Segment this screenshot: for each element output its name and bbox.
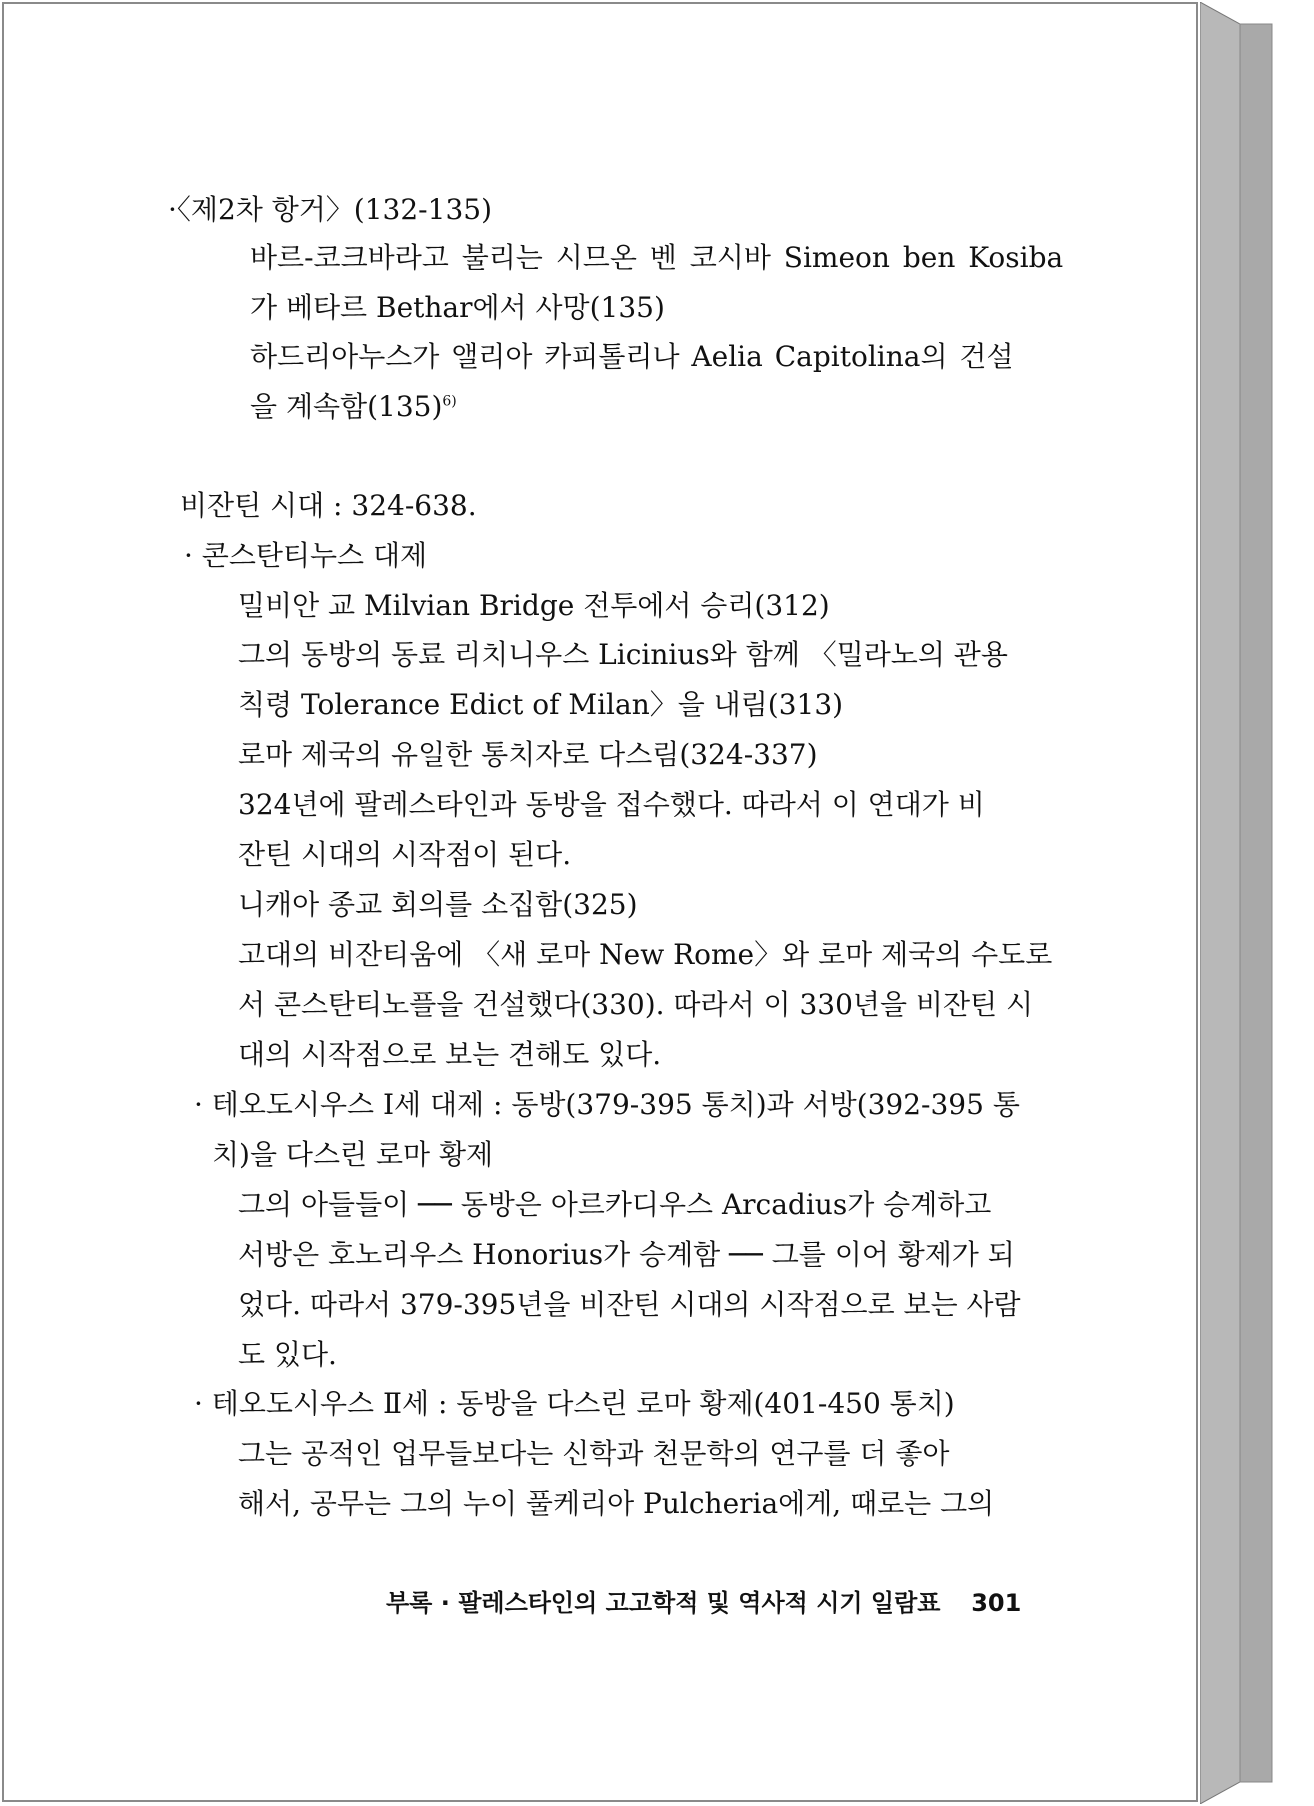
text-line: 그의 아들들이 ── 동방은 아르카디우스 Arcadius가 승계하고 <box>238 1188 992 1221</box>
footer-title: 부록 · 팔레스타인의 고고학적 및 역사적 시기 일람표 <box>386 1589 941 1617</box>
text-line: 대의 시작점으로 보는 견해도 있다. <box>238 1038 662 1071</box>
text-line: 치)을 다스린 로마 황제 <box>212 1138 494 1171</box>
section-heading-byzantine: 비잔틴 시대 : 324-638. <box>180 489 477 522</box>
text-line: 가 베타르 Bethar에서 사망(135) <box>250 291 665 324</box>
list-item-theodosius-1: · 테오도시우스 Ⅰ세 대제 : 동방(379-395 통치)과 서방(392-395 통 <box>194 1088 1020 1121</box>
text-line: 그의 동방의 동료 리치니우스 Licinius와 함께 〈밀라노의 관용 <box>238 638 1008 671</box>
text-line: 바르-코크바라고 불리는 시므온 벤 코시바 Simeon ben Kosiba <box>250 241 1064 274</box>
list-item-constantine: · 콘스탄티누스 대제 <box>184 539 428 572</box>
text-line: 서 콘스탄티노플을 건설했다(330). 따라서 이 330년을 비잔틴 시 <box>238 988 1033 1021</box>
book-edge-shadow <box>1200 2 1312 1804</box>
text-line: 324년에 팔레스타인과 동방을 접수했다. 따라서 이 연대가 비 <box>238 788 985 821</box>
text-line <box>250 389 457 425</box>
running-footer <box>386 1585 1021 1621</box>
text-line: 잔틴 시대의 시작점이 된다. <box>238 838 572 871</box>
text-line: 서방은 호노리우스 Honorius가 승계함 ── 그를 이어 황제가 되 <box>238 1238 1015 1271</box>
text-span: 을 계속함(135) <box>250 390 443 423</box>
text-line: 도 있다. <box>238 1338 337 1371</box>
text-line: 었다. 따라서 379-395년을 비잔틴 시대의 시작점으로 보는 사람 <box>238 1288 1021 1321</box>
text-line: 로마 제국의 유일한 통치자로 다스림(324-337) <box>238 738 818 771</box>
text-line: 그는 공적인 업무들보다는 신학과 천문학의 연구를 더 좋아 <box>238 1437 950 1470</box>
text-line: 하드리아누스가 앨리아 카피톨리나 Aelia Capitolina의 건설 <box>250 340 1014 373</box>
text-line: 밀비안 교 Milvian Bridge 전투에서 승리(312) <box>238 589 830 622</box>
footnote-marker: 6) <box>442 393 457 410</box>
text-line: 고대의 비잔티움에 〈새 로마 New Rome〉와 로마 제국의 수도로 <box>238 938 1053 971</box>
list-item-revolt-heading: ·〈제2차 항거〉(132-135) <box>168 193 493 226</box>
page-number: 301 <box>971 1589 1022 1617</box>
text-line: 니캐아 종교 회의를 소집함(325) <box>238 888 638 921</box>
text-line: 칙령 Tolerance Edict of Milan〉을 내림(313) <box>238 688 844 721</box>
list-item-theodosius-2: · 테오도시우스 Ⅱ세 : 동방을 다스린 로마 황제(401-450 통치) <box>194 1387 955 1420</box>
text-line: 해서, 공무는 그의 누이 풀케리아 Pulcheria에게, 때로는 그의 <box>238 1487 995 1520</box>
